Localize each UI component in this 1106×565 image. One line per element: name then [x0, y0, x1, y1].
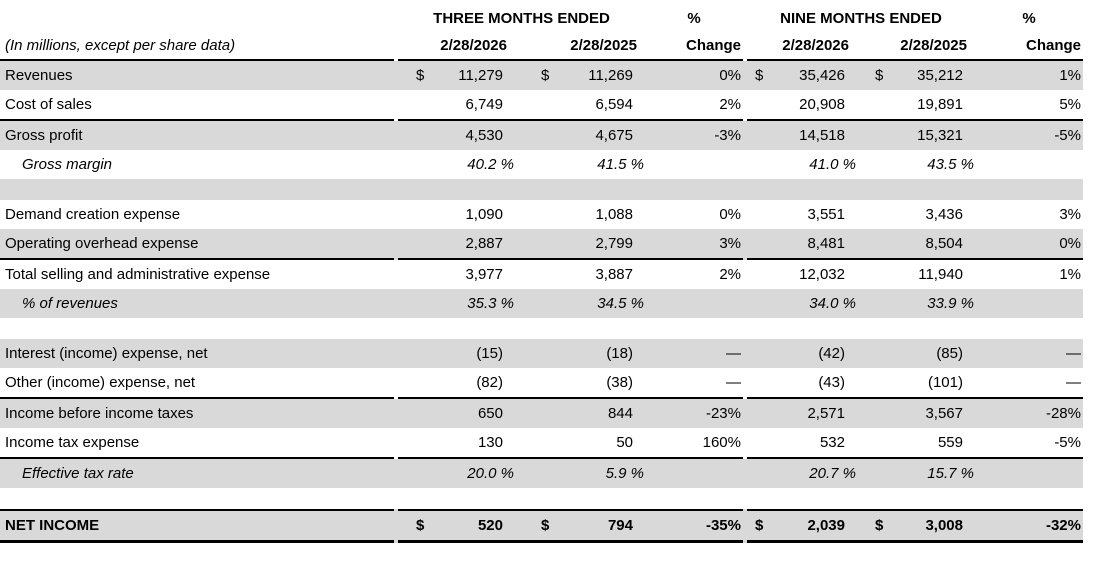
cell-change: 0%	[645, 61, 743, 90]
cell-value: 130	[440, 428, 515, 459]
cell-value: 11,940	[918, 266, 963, 283]
cell-dollar: $	[857, 509, 895, 543]
cell-value: 2,571	[773, 399, 857, 428]
row-label: Revenues	[0, 61, 394, 90]
cell-dollar	[857, 90, 895, 121]
cell-value: 4,675	[555, 121, 645, 150]
cell-change: -23%	[645, 399, 743, 428]
cell-percent: 34.0 %	[747, 289, 857, 318]
cell-dollar: $	[747, 61, 773, 90]
cell-dollar	[515, 339, 555, 368]
spacer-row	[0, 318, 1083, 339]
cell-dollar	[857, 399, 895, 428]
cell-change: —	[645, 368, 743, 399]
cell-dollar	[515, 229, 555, 260]
row-label: Gross margin	[22, 156, 113, 173]
cell-value: 794	[555, 509, 645, 543]
cell-dollar	[747, 229, 773, 260]
date-header: 2/28/2025	[857, 31, 975, 61]
cell-change: 0%	[975, 229, 1083, 260]
cell-percent: 40.2 %	[467, 156, 514, 173]
cell-value: 3,567	[895, 399, 975, 428]
cell-dollar	[857, 229, 895, 260]
income-statement-table	[0, 6, 1083, 543]
cell-dollar	[515, 90, 555, 121]
cell-value: (18)	[555, 339, 645, 368]
cell-dollar: $	[747, 509, 773, 543]
cell-dollar	[747, 260, 773, 289]
row-label: Demand creation expense	[5, 206, 181, 223]
cell-change: -35%	[645, 509, 743, 543]
blank-cells	[398, 318, 743, 339]
cell-value: 1,088	[595, 206, 633, 223]
cell-dollar	[398, 200, 440, 229]
table-row	[0, 509, 1083, 543]
cell-dollar: $	[398, 509, 440, 543]
cell-dollar	[398, 260, 440, 289]
cell-value: 19,891	[895, 90, 975, 121]
cell-dollar	[747, 121, 773, 150]
table-row	[0, 289, 1083, 318]
row-label: Operating overhead expense	[0, 229, 394, 260]
blank-cells	[747, 488, 1083, 509]
cell-change: 2%	[719, 266, 741, 283]
cell-change: 160%	[645, 428, 743, 459]
cell-value: 3,977	[465, 266, 503, 283]
row-label	[0, 488, 394, 509]
cell-change: —	[975, 368, 1083, 399]
nine-months-group-header: NINE MONTHS ENDED	[780, 10, 942, 27]
cell-change	[645, 459, 743, 488]
pct-symbol-header: %	[1022, 10, 1036, 27]
cell-value: 11,279	[440, 61, 515, 90]
cell-percent: 41.0 %	[809, 156, 856, 173]
cell-change: 2%	[645, 90, 743, 121]
cell-value: 20,908	[773, 90, 857, 121]
cell-value: 2,799	[555, 229, 645, 260]
change-header: Change	[975, 31, 1083, 61]
cell-percent: 34.5 %	[515, 289, 645, 318]
row-label: Cost of sales	[0, 90, 394, 121]
row-label: Effective tax rate	[0, 459, 394, 488]
cell-value: 3,008	[895, 509, 975, 543]
header-date-row	[0, 31, 1083, 61]
cell-dollar	[857, 200, 895, 229]
cell-dollar	[398, 428, 440, 459]
cell-value: 650	[440, 399, 515, 428]
row-label: Gross profit	[0, 121, 394, 150]
date-header: 2/28/2026	[398, 31, 515, 61]
cell-value: 6,594	[555, 90, 645, 121]
cell-dollar	[747, 368, 773, 399]
cell-percent: 35.3 %	[398, 289, 515, 318]
table-row	[0, 121, 1083, 150]
cell-change	[645, 289, 743, 318]
cell-value: 1,090	[465, 206, 503, 223]
row-label: Interest (income) expense, net	[0, 339, 394, 368]
cell-dollar	[515, 121, 555, 150]
cell-dollar	[747, 200, 773, 229]
cell-value: 844	[555, 399, 645, 428]
cell-value: 2,887	[440, 229, 515, 260]
cell-value: 8,504	[895, 229, 975, 260]
cell-percent: 20.7 %	[747, 459, 857, 488]
cell-change: -28%	[975, 399, 1083, 428]
change-header: Change	[645, 31, 743, 61]
cell-value: 50	[555, 428, 645, 459]
statement-table-body	[0, 61, 1083, 543]
cell-dollar: $	[515, 61, 555, 90]
cell-dollar	[398, 90, 440, 121]
table-row	[0, 200, 1083, 229]
cell-dollar	[747, 339, 773, 368]
blank-cells	[747, 179, 1083, 200]
cell-dollar	[515, 200, 555, 229]
cell-change: 3%	[645, 229, 743, 260]
cell-dollar	[515, 368, 555, 399]
cell-value: 6,749	[440, 90, 515, 121]
cell-dollar	[857, 339, 895, 368]
cell-change: -5%	[975, 121, 1083, 150]
cell-dollar	[747, 428, 773, 459]
cell-change	[975, 150, 1083, 179]
cell-dollar: $	[515, 509, 555, 543]
blank-cells	[398, 179, 743, 200]
cell-dollar: $	[398, 61, 440, 90]
cell-change: 1%	[975, 61, 1083, 90]
spacer-row	[0, 179, 1083, 200]
cell-value: 520	[440, 509, 515, 543]
row-label: % of revenues	[0, 289, 394, 318]
row-label: Income tax expense	[0, 428, 394, 459]
cell-value: (82)	[440, 368, 515, 399]
cell-value: 3,436	[925, 206, 963, 223]
pct-symbol-header: %	[687, 10, 701, 27]
cell-value: 14,518	[773, 121, 857, 150]
row-label	[0, 179, 394, 200]
cell-dollar	[747, 399, 773, 428]
table-row	[0, 150, 1083, 179]
cell-value: (15)	[440, 339, 515, 368]
row-label: Income before income taxes	[0, 399, 394, 428]
cell-percent: 20.0 %	[398, 459, 515, 488]
table-row	[0, 399, 1083, 428]
header-group-row	[0, 6, 1083, 31]
cell-dollar	[747, 90, 773, 121]
cell-percent: 33.9 %	[857, 289, 975, 318]
date-header: 2/28/2026	[747, 31, 857, 61]
cell-change: 1%	[1059, 266, 1081, 283]
blank-cells	[747, 318, 1083, 339]
table-row	[0, 260, 1083, 289]
table-row	[0, 368, 1083, 399]
cell-value: 532	[773, 428, 857, 459]
cell-percent: 41.5 %	[597, 156, 644, 173]
cell-percent: 5.9 %	[515, 459, 645, 488]
table-caption: (In millions, except per share data)	[0, 31, 394, 61]
table-row	[0, 90, 1083, 121]
cell-value: (101)	[895, 368, 975, 399]
three-months-group-header: THREE MONTHS ENDED	[433, 10, 610, 27]
cell-dollar	[857, 428, 895, 459]
cell-value: 2,039	[773, 509, 857, 543]
cell-change: -3%	[645, 121, 743, 150]
cell-change: -32%	[975, 509, 1083, 543]
table-row	[0, 339, 1083, 368]
cell-value: (43)	[773, 368, 857, 399]
cell-value: 3,887	[595, 266, 633, 283]
table-row	[0, 459, 1083, 488]
cell-dollar: $	[857, 61, 895, 90]
date-header: 2/28/2025	[515, 31, 645, 61]
table-row	[0, 229, 1083, 260]
cell-value: 11,269	[555, 61, 645, 90]
cell-change	[975, 459, 1083, 488]
cell-change: —	[975, 339, 1083, 368]
cell-change: 5%	[975, 90, 1083, 121]
cell-change: -5%	[975, 428, 1083, 459]
cell-dollar	[857, 368, 895, 399]
cell-change: 0%	[719, 206, 741, 223]
cell-value: 15,321	[895, 121, 975, 150]
row-label: Other (income) expense, net	[0, 368, 394, 399]
cell-value: 3,551	[807, 206, 845, 223]
cell-value: 35,426	[773, 61, 857, 90]
cell-value: 35,212	[895, 61, 975, 90]
cell-change	[975, 289, 1083, 318]
cell-value: 559	[895, 428, 975, 459]
cell-dollar	[398, 121, 440, 150]
cell-dollar	[857, 121, 895, 150]
cell-value: (42)	[773, 339, 857, 368]
cell-percent: 15.7 %	[857, 459, 975, 488]
blank-cells	[398, 488, 743, 509]
cell-dollar	[398, 339, 440, 368]
cell-dollar	[398, 229, 440, 260]
row-label	[0, 318, 394, 339]
cell-value: 12,032	[799, 266, 845, 283]
cell-dollar	[398, 368, 440, 399]
header-label-spacer	[0, 6, 394, 31]
cell-change	[645, 150, 743, 179]
cell-value: (85)	[895, 339, 975, 368]
cell-value: (38)	[555, 368, 645, 399]
cell-dollar	[857, 260, 895, 289]
cell-dollar	[398, 399, 440, 428]
cell-value: 4,530	[440, 121, 515, 150]
table-row	[0, 428, 1083, 459]
cell-dollar	[515, 260, 555, 289]
row-label: NET INCOME	[0, 509, 394, 543]
cell-percent: 43.5 %	[927, 156, 974, 173]
cell-value: 8,481	[773, 229, 857, 260]
row-label: Total selling and administrative expense	[5, 266, 271, 283]
cell-dollar	[515, 428, 555, 459]
table-row	[0, 61, 1083, 90]
cell-dollar	[515, 399, 555, 428]
cell-change: 3%	[1059, 206, 1081, 223]
cell-change: —	[645, 339, 743, 368]
spacer-row	[0, 488, 1083, 509]
